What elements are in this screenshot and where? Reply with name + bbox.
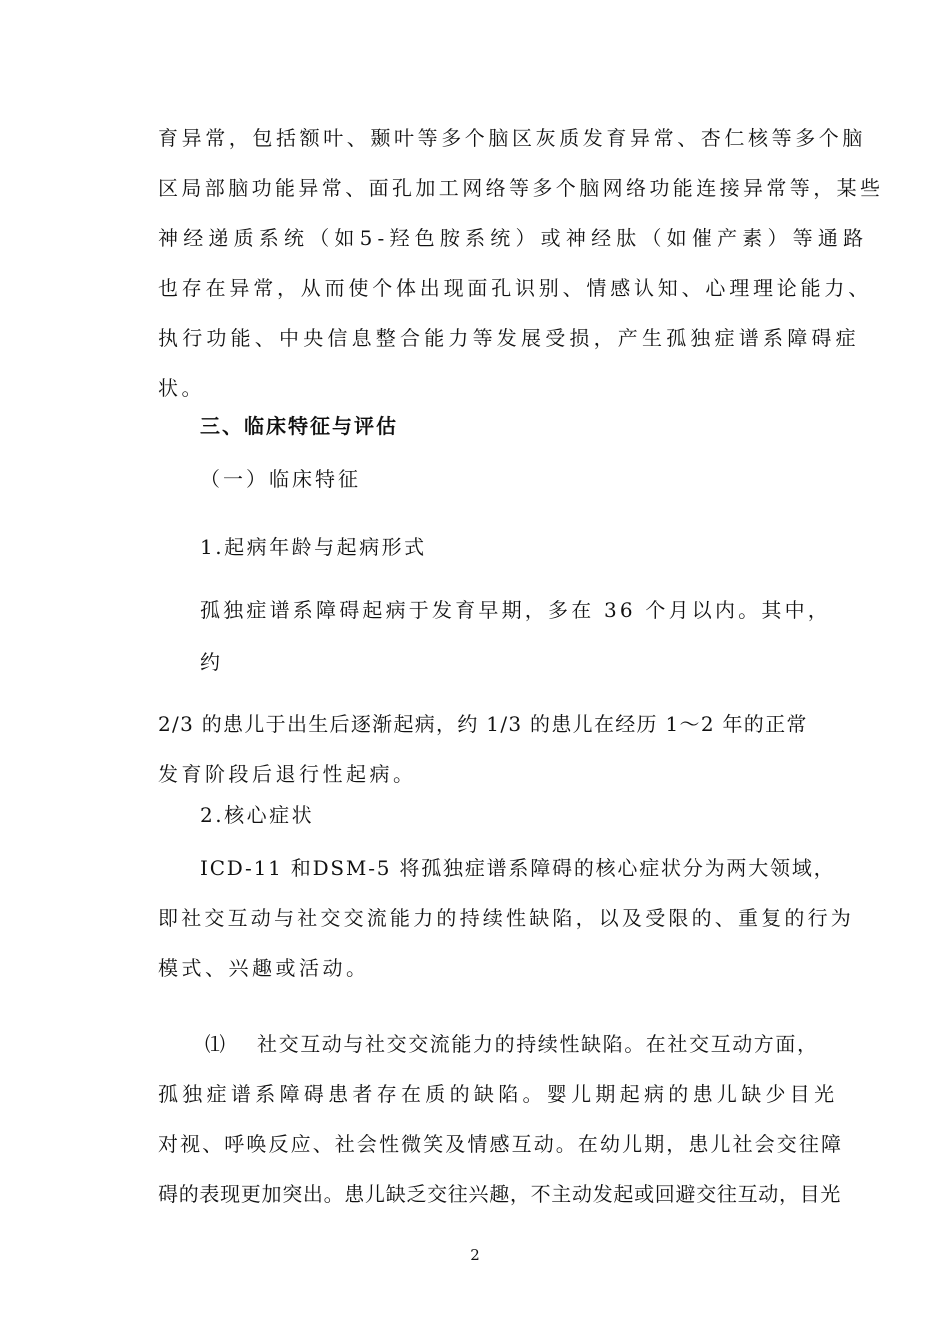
onset-line-4: 发育阶段后退行性起病。	[158, 762, 417, 786]
social-line-4: 碍的表现更加突出。患儿缺乏交往兴趣，不主动发起或回避交往互动，目光	[158, 1182, 842, 1206]
onset-line-2: 约	[200, 650, 224, 674]
subsection-heading: （一）临床特征	[200, 467, 361, 491]
onset-line-1: 孤独症谱系障碍起病于发育早期，多在 36 个月以内。其中，	[200, 598, 831, 622]
body-line-5: 执行功能、中央信息整合能力等发展受损，产生孤独症谱系障碍症	[158, 326, 860, 350]
core-line-3: 模式、兴趣或活动。	[158, 956, 370, 980]
social-marker: ⑴	[205, 1032, 225, 1056]
social-line-3: 对视、呼唤反应、社会性微笑及情感互动。在幼儿期，患儿社会交往障	[158, 1132, 844, 1156]
page-number: 2	[470, 1246, 480, 1264]
section-heading: 三、临床特征与评估	[200, 414, 398, 438]
item-1-title: 1.起病年龄与起病形式	[200, 535, 427, 559]
social-line-2: 孤独症谱系障碍患者存在质的缺陷。婴儿期起病的患儿缺少目光	[158, 1082, 839, 1106]
social-line-1: 社交互动与社交交流能力的持续性缺陷。在社交互动方面，	[257, 1032, 819, 1056]
core-line-1: ICD-11 和DSM-5 将孤独症谱系障碍的核心症状分为两大领域，	[200, 856, 836, 880]
body-line-4: 也存在异常，从而使个体出现面孔识别、情感认知、心理理论能力、	[158, 276, 872, 300]
body-line-2: 区局部脑功能异常、面孔加工网络等多个脑网络功能连接异常等，某些	[158, 176, 884, 200]
body-line-6: 状。	[158, 376, 205, 400]
core-line-2: 即社交互动与社交交流能力的持续性缺陷，以及受限的、重复的行为	[158, 906, 854, 930]
body-line-3: 神经递质系统（如5-羟色胺系统）或神经肽（如催产素）等通路	[158, 226, 869, 250]
item-2-title: 2.核心症状	[200, 803, 315, 827]
body-line-1: 育异常，包括额叶、颞叶等多个脑区灰质发育异常、杏仁核等多个脑	[158, 126, 866, 150]
onset-line-3: 2/3 的患儿于出生后逐渐起病，约 1/3 的患儿在经历 1～2 年的正常	[158, 712, 808, 736]
